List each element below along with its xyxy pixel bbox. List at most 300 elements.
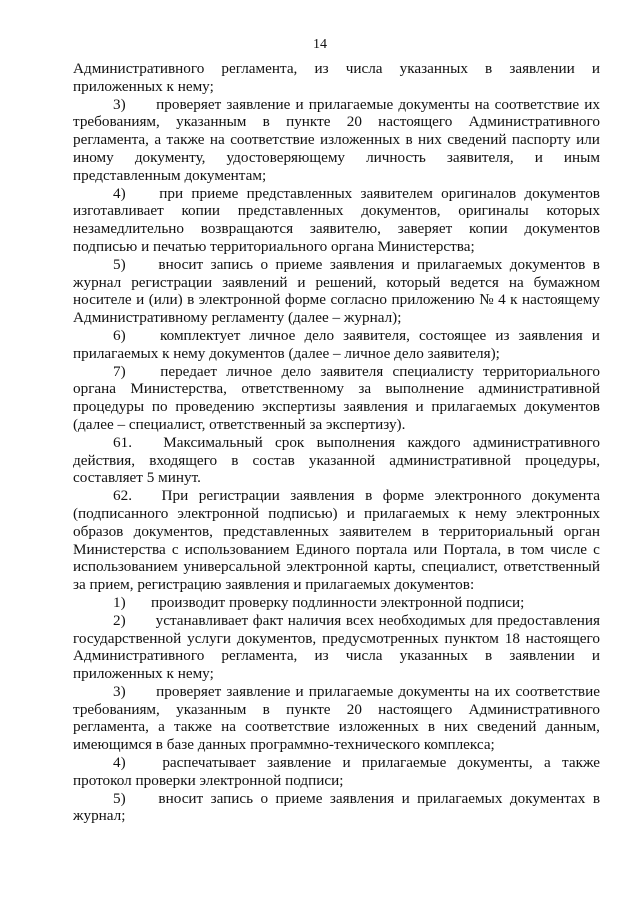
word: в bbox=[427, 718, 436, 736]
word: портала bbox=[356, 540, 408, 558]
word: Максимальный bbox=[163, 433, 263, 451]
word: 4 bbox=[498, 291, 506, 309]
text-line-content bbox=[73, 167, 600, 185]
word: проверяет bbox=[156, 95, 222, 113]
text-line bbox=[73, 256, 600, 274]
text-line-content bbox=[73, 630, 600, 648]
word: административной bbox=[478, 380, 600, 398]
word: документа bbox=[532, 487, 600, 505]
word: указанных bbox=[399, 647, 468, 665]
item-number: 4) bbox=[113, 184, 126, 202]
word: в bbox=[592, 789, 600, 807]
text-line-content bbox=[113, 487, 600, 505]
word: приеме bbox=[275, 255, 323, 273]
word: бумажном bbox=[533, 273, 600, 291]
word: заявления bbox=[518, 326, 583, 344]
text-line bbox=[73, 701, 600, 719]
word: электронной bbox=[177, 504, 260, 522]
word: удостоверяющему bbox=[226, 148, 346, 166]
word: также bbox=[562, 754, 600, 772]
text-line-content bbox=[73, 60, 600, 78]
document-body bbox=[73, 60, 600, 825]
word: в bbox=[262, 113, 270, 131]
word: использованием bbox=[73, 558, 178, 576]
word: Административного bbox=[73, 647, 205, 665]
word: прилагаемых bbox=[364, 504, 450, 522]
word: числа bbox=[345, 647, 383, 665]
text-line bbox=[73, 736, 600, 754]
word: Административного bbox=[73, 60, 205, 77]
word: территориального bbox=[482, 362, 600, 380]
word: и bbox=[295, 682, 304, 700]
text-line bbox=[73, 149, 600, 167]
text-line bbox=[73, 505, 600, 523]
word: пунктом bbox=[444, 629, 499, 647]
word: них bbox=[418, 131, 442, 149]
text-line bbox=[73, 60, 600, 78]
word: к bbox=[458, 504, 466, 522]
text: журнал; bbox=[73, 807, 126, 825]
word: документов, bbox=[133, 522, 213, 540]
word: прилагаемых bbox=[417, 255, 503, 273]
word: № bbox=[479, 291, 494, 309]
word: документов bbox=[524, 184, 600, 202]
word: срок bbox=[275, 433, 305, 451]
word: к bbox=[510, 291, 518, 309]
word: заявителем bbox=[339, 522, 412, 540]
word: дело bbox=[304, 326, 335, 344]
word: в bbox=[365, 487, 373, 505]
text-line bbox=[73, 309, 600, 327]
text: приложенных к нему; bbox=[73, 77, 214, 95]
word: и bbox=[346, 504, 355, 522]
word: распечатывает bbox=[162, 754, 256, 772]
text-line-content bbox=[73, 665, 600, 683]
text-line-content bbox=[73, 274, 600, 292]
word: с bbox=[593, 540, 600, 558]
text-line-content bbox=[113, 185, 600, 203]
word: представленных bbox=[237, 202, 344, 220]
word: на bbox=[474, 682, 490, 700]
word: а bbox=[543, 754, 551, 772]
word: документы, bbox=[457, 754, 533, 772]
word: с bbox=[171, 540, 179, 558]
text-line-content bbox=[73, 398, 600, 416]
item-number: 2) bbox=[113, 611, 126, 629]
word: в bbox=[507, 540, 515, 558]
word: документов, bbox=[361, 202, 441, 220]
word: требованиям, bbox=[73, 113, 160, 131]
word: изложенных bbox=[338, 718, 419, 736]
word: них bbox=[444, 718, 469, 736]
word: комплектует bbox=[160, 326, 241, 344]
word: их bbox=[584, 95, 600, 113]
word: универсальной bbox=[183, 558, 281, 576]
word: приложению bbox=[391, 291, 475, 309]
word: незамедлительно bbox=[73, 220, 184, 238]
text-line bbox=[73, 576, 600, 594]
text-line-content bbox=[73, 113, 600, 131]
word: Портала, bbox=[443, 540, 502, 558]
word: образов bbox=[73, 522, 124, 540]
word: состоящее bbox=[418, 326, 487, 344]
word: указанным bbox=[176, 700, 247, 718]
word: представленных bbox=[246, 184, 353, 202]
word: документы bbox=[398, 95, 470, 113]
word: заявление bbox=[226, 95, 291, 113]
word: документы bbox=[398, 682, 470, 700]
word: процедуры bbox=[73, 398, 145, 416]
word: (или) bbox=[148, 291, 183, 309]
word: заявителя bbox=[320, 362, 384, 380]
word: также bbox=[173, 718, 212, 736]
word: факт bbox=[252, 611, 284, 629]
text-line bbox=[73, 487, 600, 505]
page-number: 14 bbox=[313, 37, 327, 52]
word: указанной bbox=[308, 451, 376, 469]
text-line bbox=[73, 380, 600, 398]
text: представленным документам; bbox=[73, 166, 267, 184]
text: протокол проверки электронной подписи; bbox=[73, 771, 344, 789]
word: сведений bbox=[447, 131, 507, 149]
word: электронных bbox=[516, 504, 600, 522]
text-line-content bbox=[73, 309, 600, 327]
word: электронной bbox=[286, 558, 369, 576]
word: Административного bbox=[468, 700, 600, 718]
word: копии bbox=[469, 220, 508, 238]
word: документу, bbox=[134, 148, 206, 166]
text-line bbox=[73, 398, 600, 416]
word: специалист, bbox=[421, 558, 498, 576]
word: в bbox=[592, 255, 600, 273]
word: 20 bbox=[346, 113, 362, 131]
word: ответственный bbox=[503, 558, 600, 576]
word: заявлении bbox=[509, 647, 575, 665]
word: административной bbox=[389, 451, 511, 469]
word: и bbox=[591, 60, 600, 77]
text-line bbox=[73, 630, 600, 648]
word: на bbox=[221, 718, 236, 736]
text-line-content bbox=[73, 416, 600, 434]
word: в bbox=[231, 451, 239, 469]
text-line bbox=[73, 78, 600, 96]
item-number: 4) bbox=[113, 754, 126, 772]
text-line bbox=[73, 363, 600, 381]
word: прилагаемые bbox=[361, 754, 447, 772]
text: прилагаемых к нему документов (далее – личное дело заявителя); bbox=[73, 344, 500, 362]
word: форме bbox=[284, 291, 327, 309]
word: электронного bbox=[434, 487, 522, 505]
word: и bbox=[591, 647, 600, 665]
word: (подписанного bbox=[73, 504, 169, 522]
word: и bbox=[415, 398, 424, 416]
word: из bbox=[314, 647, 329, 665]
word: а bbox=[158, 718, 165, 736]
word: специалисту bbox=[392, 362, 474, 380]
word: вносит bbox=[158, 789, 204, 807]
text: Административному регламенту (далее – журнал); bbox=[73, 309, 402, 327]
text-line-content bbox=[113, 790, 600, 808]
word: и bbox=[401, 255, 410, 273]
word: указанных bbox=[399, 60, 468, 77]
text-line bbox=[73, 718, 600, 736]
word: личное bbox=[226, 362, 273, 380]
text-line bbox=[73, 291, 600, 309]
word: иному bbox=[73, 148, 114, 166]
item-number: 7) bbox=[113, 362, 126, 380]
word: сведений bbox=[477, 718, 537, 736]
word: орган bbox=[563, 522, 600, 540]
word: вносит bbox=[158, 255, 204, 273]
text: производит проверку подлинности электронной подписи; bbox=[151, 593, 525, 611]
text-line-content bbox=[73, 345, 600, 363]
word: Министерства, bbox=[130, 380, 227, 398]
word: настоящего bbox=[525, 629, 600, 647]
word: предусмотренных bbox=[322, 629, 439, 647]
word: в bbox=[405, 131, 413, 149]
text-line bbox=[73, 274, 600, 292]
word: прилагаемых bbox=[431, 398, 517, 416]
word: использованием bbox=[184, 540, 290, 558]
word: Единого bbox=[295, 540, 350, 558]
word: журнал bbox=[73, 273, 122, 291]
word: всех bbox=[345, 611, 375, 629]
word: заявления bbox=[329, 255, 395, 273]
word: заявление bbox=[226, 682, 291, 700]
text-line-content bbox=[113, 327, 600, 345]
word: ведется bbox=[450, 273, 499, 291]
word: настоящего bbox=[378, 113, 453, 131]
word: возвращаются bbox=[200, 220, 294, 238]
word: выполнение bbox=[385, 380, 464, 398]
text-line-content bbox=[73, 772, 600, 790]
word: числа bbox=[345, 60, 383, 77]
word: оригиналы bbox=[458, 202, 529, 220]
word: и bbox=[401, 789, 410, 807]
text-line bbox=[73, 167, 600, 185]
item-number: 61. bbox=[113, 433, 132, 451]
text-line bbox=[73, 96, 600, 114]
word: настоящего bbox=[378, 700, 453, 718]
word: устанавливает bbox=[155, 611, 249, 629]
text-line bbox=[73, 469, 600, 487]
word: документов bbox=[509, 255, 586, 273]
text-line bbox=[73, 612, 600, 630]
text-line bbox=[73, 416, 600, 434]
word: в bbox=[485, 60, 493, 77]
word: и bbox=[534, 148, 543, 166]
word: в bbox=[187, 291, 195, 309]
word: заявлений bbox=[222, 273, 288, 291]
text-line-content bbox=[73, 452, 600, 470]
text-line bbox=[73, 541, 600, 559]
word: носителе bbox=[73, 291, 132, 309]
text: за прием, регистрацию заявления и прилагаемых документов: bbox=[73, 576, 475, 594]
word: 20 bbox=[346, 700, 362, 718]
word: услуги bbox=[187, 629, 231, 647]
text-line-content bbox=[73, 558, 600, 576]
text-line-content bbox=[73, 541, 600, 559]
word: приеме bbox=[191, 184, 239, 202]
text: приложенных к нему; bbox=[73, 665, 214, 683]
item-number: 5) bbox=[113, 789, 126, 807]
word: а bbox=[154, 131, 162, 149]
word: документов bbox=[524, 220, 600, 238]
text-line-content bbox=[73, 807, 600, 825]
word: заявление bbox=[267, 754, 332, 772]
item-number: 3) bbox=[113, 95, 126, 113]
word: и bbox=[591, 326, 600, 344]
text-line bbox=[73, 131, 600, 149]
word: о bbox=[260, 255, 269, 273]
item-number: 62. bbox=[113, 487, 132, 505]
word: проведению bbox=[175, 398, 255, 416]
text-line-content bbox=[113, 612, 600, 630]
word: соответствие bbox=[515, 682, 600, 700]
text-line-content bbox=[73, 701, 600, 719]
word: заявителем bbox=[360, 184, 433, 202]
word: регламента, bbox=[221, 647, 298, 665]
text-line bbox=[73, 202, 600, 220]
word: который bbox=[386, 273, 441, 291]
word: приеме bbox=[275, 789, 323, 807]
word: из bbox=[314, 60, 329, 77]
text-line-content bbox=[113, 363, 600, 381]
word: заявлении bbox=[509, 60, 575, 77]
word: территориальный bbox=[439, 522, 554, 540]
word: личное bbox=[249, 326, 296, 344]
item-number: 3) bbox=[113, 682, 126, 700]
word: в bbox=[421, 522, 429, 540]
word: прилагаемые bbox=[308, 682, 394, 700]
text-line bbox=[73, 647, 600, 665]
text-line-content bbox=[73, 505, 600, 523]
word: входящего bbox=[149, 451, 218, 469]
word: регламента, bbox=[221, 60, 298, 77]
word: прилагаемых bbox=[417, 789, 503, 807]
word: при bbox=[159, 184, 184, 202]
text-line-content bbox=[73, 718, 600, 736]
text-line bbox=[73, 594, 600, 612]
word: оригиналов bbox=[441, 184, 517, 202]
word: заявления bbox=[343, 398, 408, 416]
word: личность bbox=[366, 148, 426, 166]
word: дело bbox=[281, 362, 312, 380]
word: регламента, bbox=[73, 718, 149, 736]
word: на bbox=[209, 131, 225, 149]
word: административного bbox=[472, 433, 600, 451]
word: также bbox=[166, 131, 205, 149]
word: Административного bbox=[468, 113, 600, 131]
word: и bbox=[136, 291, 145, 309]
word: прилагаемые bbox=[308, 95, 394, 113]
word: или bbox=[413, 540, 438, 558]
item-number: 6) bbox=[113, 326, 126, 344]
word: их bbox=[494, 682, 511, 700]
text-line bbox=[73, 754, 600, 772]
word: карты, bbox=[373, 558, 416, 576]
text-line-content bbox=[113, 434, 600, 452]
word: заявителя, bbox=[446, 148, 514, 166]
word: пункте bbox=[286, 700, 331, 718]
text: имеющимся в базе данных программно-технического комплекса; bbox=[73, 736, 495, 754]
text-line-content bbox=[73, 131, 600, 149]
word: заявления bbox=[329, 789, 395, 807]
word: органа bbox=[73, 380, 117, 398]
text-line-content bbox=[73, 523, 600, 541]
word: каждого bbox=[407, 433, 461, 451]
word: нему bbox=[474, 504, 508, 522]
word: требованиям, bbox=[73, 700, 160, 718]
text-line-content bbox=[73, 202, 600, 220]
text-line-content bbox=[73, 220, 600, 238]
word: наличия bbox=[287, 611, 342, 629]
text: составляет 5 минут. bbox=[73, 469, 201, 487]
text-line bbox=[73, 185, 600, 203]
text-line-content bbox=[113, 96, 600, 114]
word: соответствие bbox=[230, 131, 315, 149]
word: паспорту bbox=[511, 131, 571, 149]
word: на bbox=[474, 95, 490, 113]
text-line bbox=[73, 238, 600, 256]
word: данным, bbox=[545, 718, 600, 736]
text-line-content bbox=[73, 238, 600, 256]
text-line bbox=[73, 434, 600, 452]
word: о bbox=[260, 789, 269, 807]
word: состав bbox=[252, 451, 295, 469]
text-line-content bbox=[73, 736, 600, 754]
text-line bbox=[73, 452, 600, 470]
word: регламента, bbox=[73, 131, 149, 149]
word: государственной bbox=[73, 629, 182, 647]
text-line-content bbox=[113, 754, 600, 772]
word: 18 bbox=[504, 629, 520, 647]
word: действия, bbox=[73, 451, 136, 469]
word: которых bbox=[546, 202, 600, 220]
word: запись bbox=[210, 255, 254, 273]
word: регистрации bbox=[198, 487, 280, 505]
word: настоящему bbox=[521, 291, 600, 309]
word: процедуры, bbox=[525, 451, 600, 469]
word: иным bbox=[563, 148, 600, 166]
text-line bbox=[73, 807, 600, 825]
word: том bbox=[520, 540, 545, 558]
word: в bbox=[485, 647, 493, 665]
text-line-content bbox=[73, 149, 600, 167]
text-line-content bbox=[73, 291, 600, 309]
word: регистрации bbox=[131, 273, 213, 291]
word: экспертизы bbox=[262, 398, 336, 416]
word: изготавливает bbox=[73, 202, 164, 220]
text-line bbox=[73, 683, 600, 701]
word: представленных bbox=[223, 522, 329, 540]
word: заявителя, bbox=[343, 326, 410, 344]
word: документов bbox=[524, 398, 600, 416]
word: за bbox=[358, 380, 372, 398]
text: подписью и печатью территориального органа Министерства; bbox=[73, 237, 475, 255]
word: заявления bbox=[290, 487, 355, 505]
word: соответствие bbox=[494, 95, 580, 113]
word: передает bbox=[160, 362, 218, 380]
word: проверяет bbox=[156, 682, 222, 700]
text-line-content bbox=[73, 647, 600, 665]
text-line bbox=[73, 327, 600, 345]
text-line-content bbox=[73, 78, 600, 96]
text-line bbox=[73, 345, 600, 363]
word: заверяет bbox=[397, 220, 453, 238]
word: для bbox=[470, 611, 493, 629]
word: и bbox=[295, 95, 304, 113]
